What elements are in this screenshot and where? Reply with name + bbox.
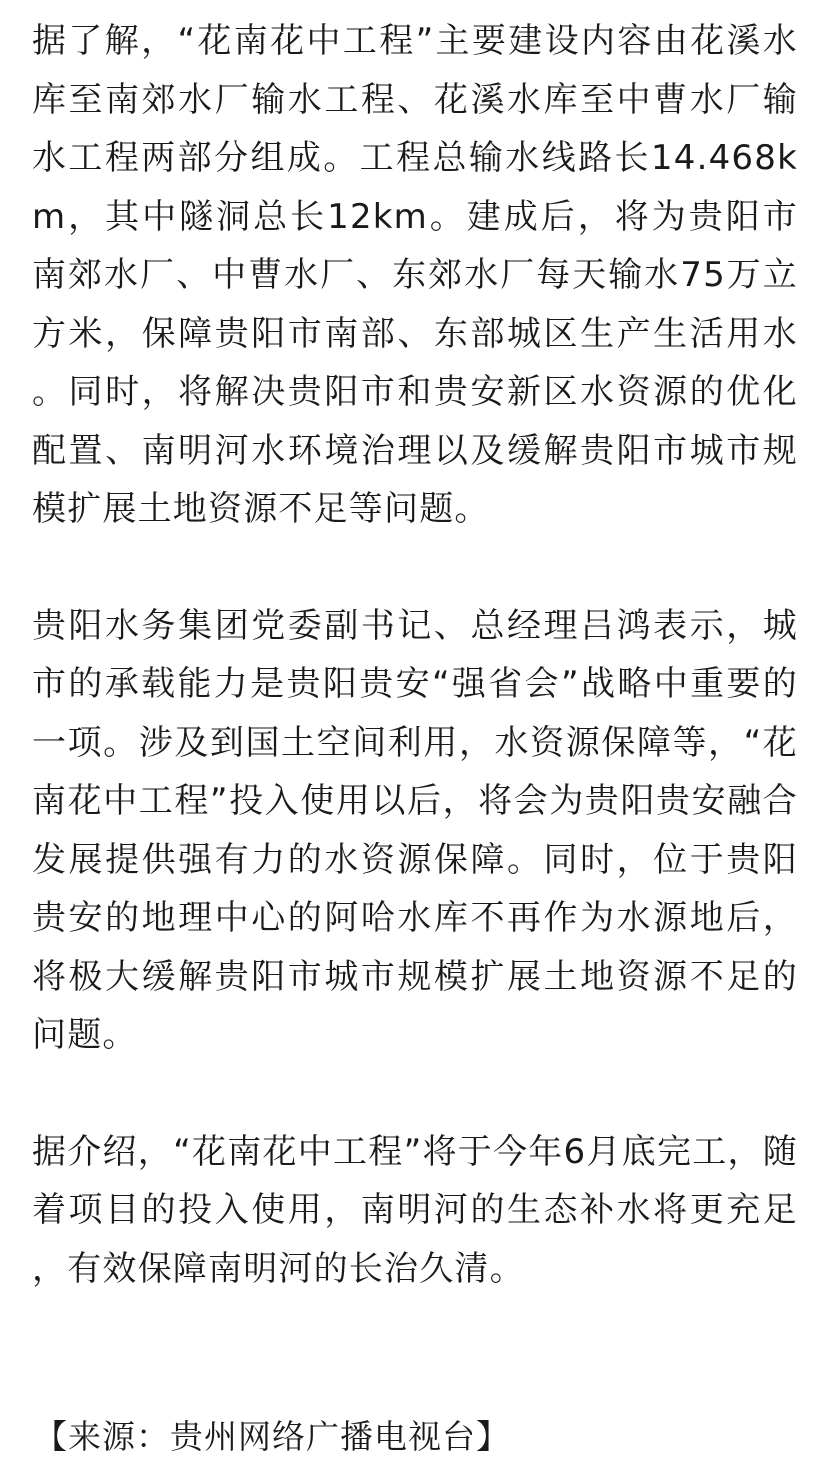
article-source: 【来源：贵州网络广播电视台】 (34, 1417, 510, 1456)
article-body (32, 12, 798, 1298)
article-paragraph-3: 据介绍，“花南花中工程”将于今年6月底完工，随着项目的投入使用，南明河的生态补水将更充足，有效保障南明河的长治久清。 (32, 1131, 798, 1289)
article-paragraph-2: 贵阳水务集团党委副书记、总经理吕鸿表示，城市的承载能力是贵阳贵安“强省会”战略中重要的一项。涉及到国土空间利用，水资源保障等，“花南花中工程”投入使用以后，将会为贵阳贵安融合发展提供强有力的水资源保障。同时，位于贵阳贵安的地理中心的阿哈水库不再作为水源地后，将极大缓解贵阳市城市规模扩展土地资源不足的问题。 (32, 605, 798, 1055)
article-paragraph-1: 据了解，“花南花中工程”主要建设内容由花溪水库至南郊水厂输水工程、花溪水库至中曹水厂输水工程两部分组成。工程总输水线路长14.468km，其中隧洞总长12km。建成后，将为贵阳市南郊水厂、中曹水厂、东郊水厂每天输水75万立方米，保障贵阳市南部、东部城区生产生活用水。同时，将解决贵阳市和贵安新区水资源的优化配置、南明河水环境治理以及缓解贵阳市城市规模扩展土地资源不足等问题。 (32, 21, 798, 529)
